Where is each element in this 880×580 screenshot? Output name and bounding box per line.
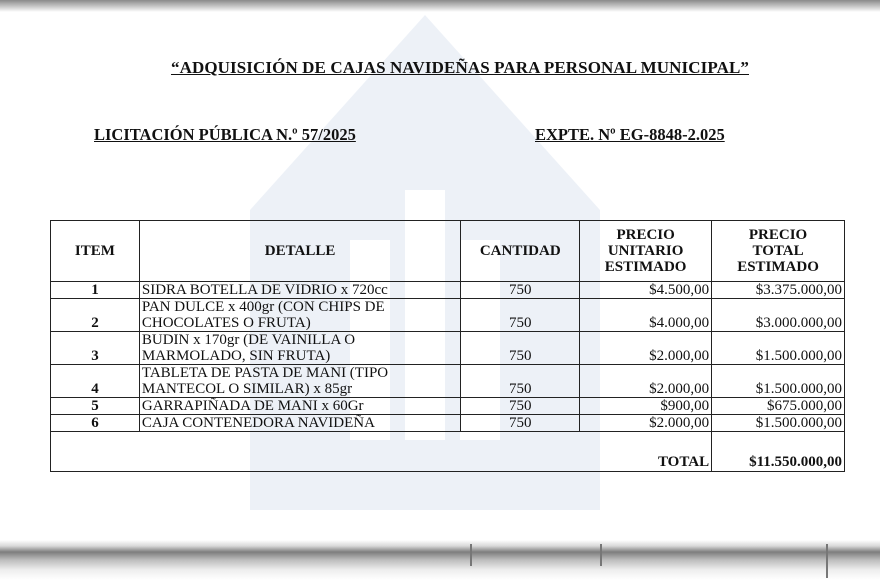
licitacion-number: LICITACIÓN PÚBLICA N.º 57/2025 xyxy=(94,125,356,144)
row-precio-total: $1.500.000,00 xyxy=(712,415,845,432)
row-precio-unitario: $4.000,00 xyxy=(580,299,712,332)
header-cantidad: CANTIDAD xyxy=(461,221,580,282)
table-row xyxy=(51,365,845,398)
row-item: 4 xyxy=(51,365,140,398)
header-total-line1: PRECIO xyxy=(748,227,808,243)
row-item: 2 xyxy=(51,299,140,332)
table-row xyxy=(51,415,845,432)
total-row-blank xyxy=(51,432,580,472)
row-detalle-line1: SIDRA BOTELLA DE VIDRIO x 720cc xyxy=(141,282,388,298)
row-cantidad: 750 xyxy=(461,365,580,398)
table-header-row xyxy=(51,221,845,282)
row-item: 5 xyxy=(51,398,140,415)
total-value: $11.550.000,00 xyxy=(712,432,845,472)
row-detalle-line2: CHOCOLATES O FRUTA) xyxy=(141,315,311,331)
row-precio-total: $3.375.000,00 xyxy=(712,282,845,299)
row-cantidad: 750 xyxy=(461,332,580,365)
row-item: 1 xyxy=(51,282,140,299)
table-total-row xyxy=(51,432,845,472)
row-precio-total: $675.000,00 xyxy=(712,398,845,415)
row-detalle-line1: CAJA CONTENEDORA NAVIDEÑA xyxy=(141,415,375,431)
document-title: “ADQUISICIÓN DE CAJAS NAVIDEÑAS PARA PERSONAL MUNICIPAL” xyxy=(170,58,749,77)
table-row xyxy=(51,398,845,415)
row-detalle-line1: GARRAPIÑADA DE MANI x 60Gr xyxy=(141,398,364,414)
row-precio-unitario: $4.500,00 xyxy=(580,282,712,299)
table-row xyxy=(51,332,845,365)
row-detalle xyxy=(139,365,460,398)
expediente-number: EXPTE. Nº EG-8848-2.025 xyxy=(535,125,725,144)
row-precio-unitario: $2.000,00 xyxy=(580,415,712,432)
row-precio-total: $1.500.000,00 xyxy=(712,332,845,365)
row-precio-unitario: $2.000,00 xyxy=(580,365,712,398)
price-table xyxy=(50,220,845,472)
row-detalle-line1: PAN DULCE x 400gr (CON CHIPS DE xyxy=(141,299,385,315)
row-detalle-line2: MANTECOL O SIMILAR) x 85gr xyxy=(141,381,353,397)
scan-bottom-edge xyxy=(0,540,880,580)
row-item: 6 xyxy=(51,415,140,432)
table-row xyxy=(51,282,845,299)
row-detalle xyxy=(139,415,460,432)
scan-artifact-mark xyxy=(600,544,602,566)
row-cantidad: 750 xyxy=(461,415,580,432)
row-cantidad: 750 xyxy=(461,299,580,332)
row-detalle xyxy=(139,398,460,415)
header-unit-line1: PRECIO xyxy=(616,227,675,243)
scan-artifact-mark xyxy=(470,544,472,566)
table-row xyxy=(51,299,845,332)
row-detalle xyxy=(139,332,460,365)
header-precio-total xyxy=(712,221,845,282)
total-label: TOTAL xyxy=(580,432,712,472)
header-total-line3: ESTIMADO xyxy=(737,259,819,275)
header-precio-unitario xyxy=(580,221,712,282)
row-precio-unitario: $2.000,00 xyxy=(580,332,712,365)
row-precio-unitario: $900,00 xyxy=(580,398,712,415)
scan-artifact-mark xyxy=(826,544,828,578)
row-detalle-line1: TABLETA DE PASTA DE MANI (TIPO xyxy=(141,365,389,381)
row-cantidad: 750 xyxy=(461,398,580,415)
row-cantidad: 750 xyxy=(461,282,580,299)
row-detalle-line2: MARMOLADO, SIN FRUTA) xyxy=(141,348,331,364)
header-unit-line3: ESTIMADO xyxy=(604,259,687,275)
row-detalle-line1: BUDIN x 170gr (DE VAINILLA O xyxy=(141,332,356,348)
header-detalle: DETALLE xyxy=(139,221,460,282)
header-total-line2: TOTAL xyxy=(752,243,804,259)
row-precio-total: $1.500.000,00 xyxy=(712,365,845,398)
header-unit-line2: UNITARIO xyxy=(607,243,684,259)
row-detalle xyxy=(139,299,460,332)
row-precio-total: $3.000.000,00 xyxy=(712,299,845,332)
header-item: ITEM xyxy=(51,221,140,282)
row-item: 3 xyxy=(51,332,140,365)
row-detalle xyxy=(139,282,460,299)
